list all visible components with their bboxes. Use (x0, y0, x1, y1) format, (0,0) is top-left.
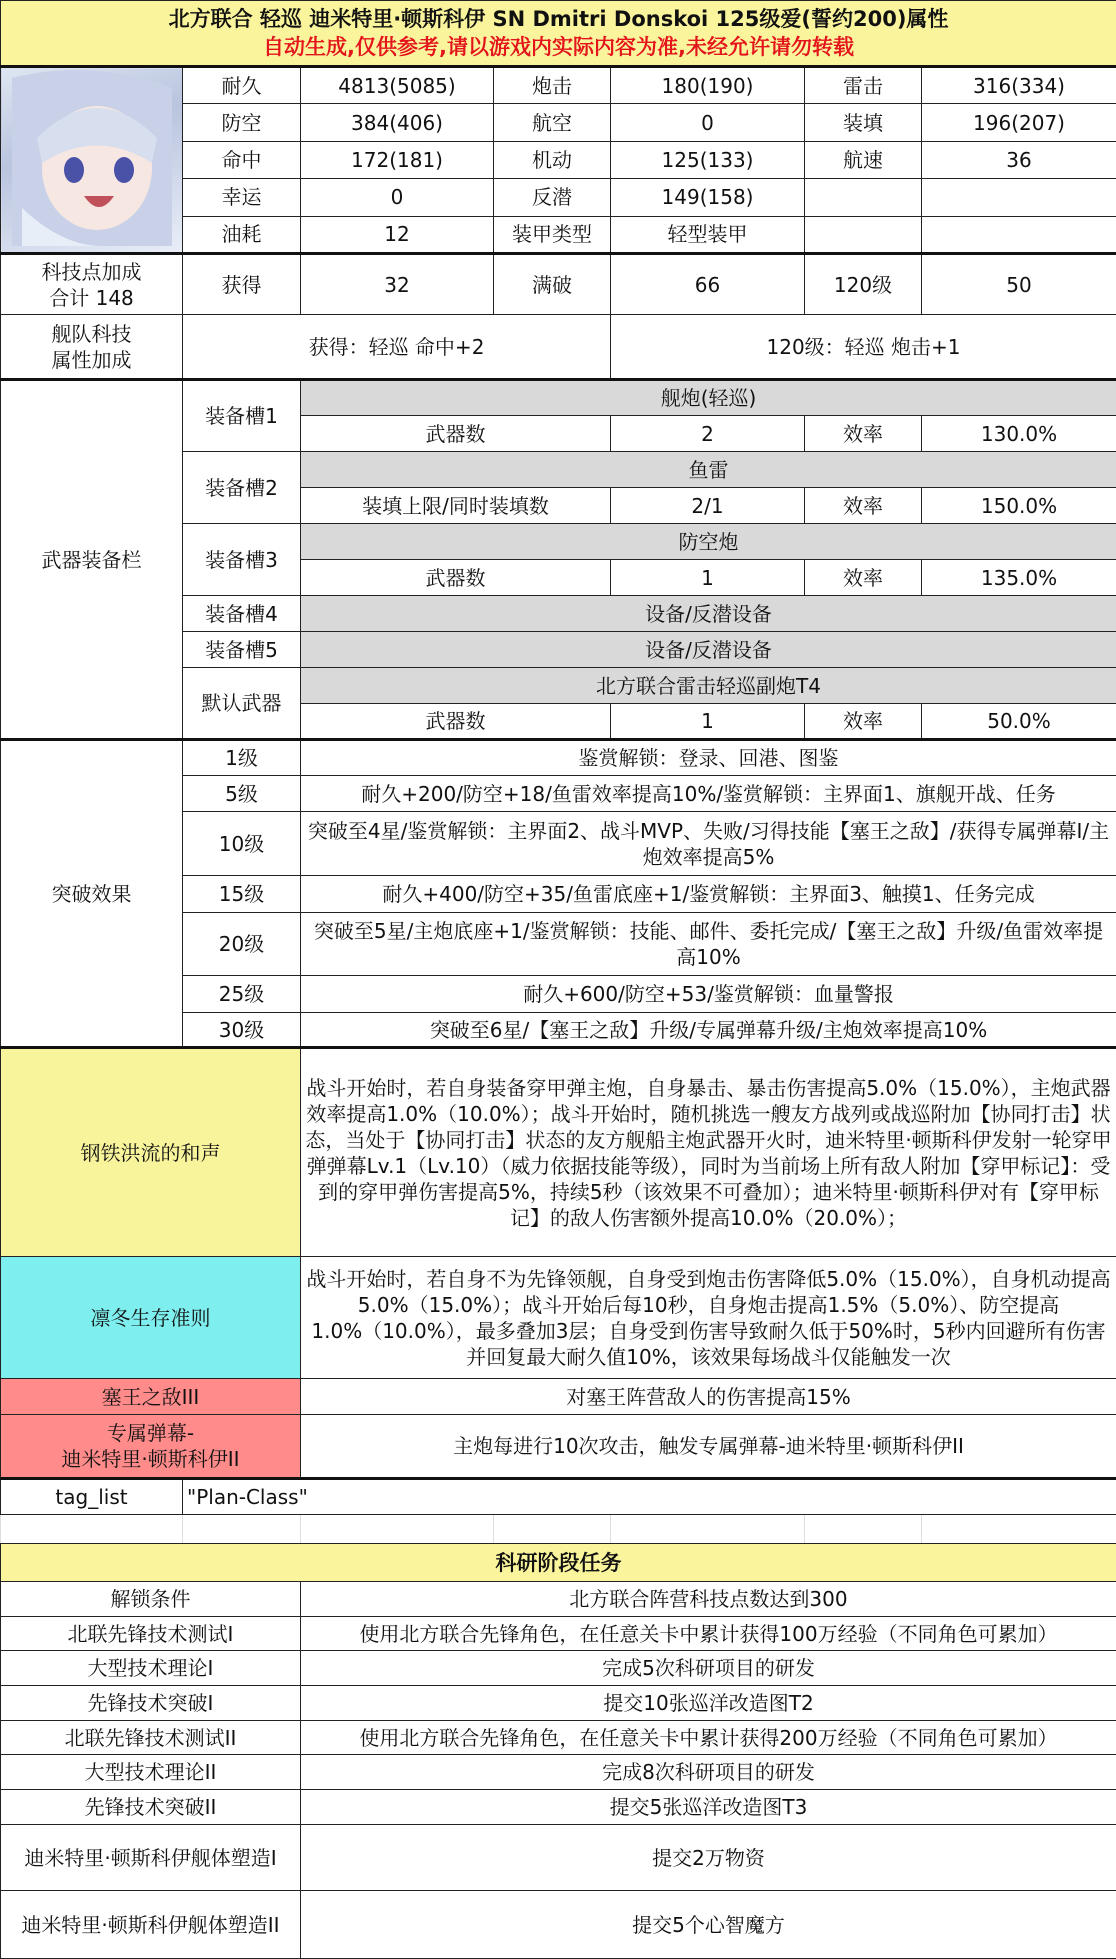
stat-label (805, 216, 922, 253)
breakthrough-level: 1级 (183, 740, 301, 776)
skill-name-line2: 迪米特里·顿斯科伊II (5, 1446, 296, 1472)
slot-type: 设备/反潜设备 (301, 596, 1116, 632)
tech-value: 32 (301, 254, 494, 315)
stat-value: 172(181) (301, 141, 494, 178)
empty-cell (183, 1515, 301, 1544)
skill-description: 战斗开始时，若自身装备穿甲弹主炮，自身暴击、暴击伤害提高5.0%（15.0%），主炮武器效率提高1.0%（10.0%）；战斗开始时，随机挑选一艘友方战列或战巡附加【协同打击】状态，当处于【协同打击】状态的友方舰船主炮武器开火时，迪米特里·顿斯科伊发射一轮穿甲弹弹幕Lv.1（Lv.10）（威力依据技能等级），同时为当前场上所有敌人附加【穿甲标记】：受到的穿甲弹伤害提高5%，持续5秒（该效果不可叠加）；迪米特里·顿斯科伊对有【穿甲标记】的敌人伤害额外提高10.0%（20.0%）； (301, 1048, 1116, 1257)
research-task-name: 大型技术理论I (1, 1651, 301, 1686)
tech-value: 50 (922, 254, 1116, 315)
eff-value: 150.0% (922, 488, 1116, 524)
stat-value: 36 (922, 141, 1116, 178)
count-label: 武器数 (301, 560, 611, 596)
skill-name: 钢铁洪流的和声 (1, 1048, 301, 1257)
research-task-text: 完成5次科研项目的研发 (301, 1651, 1116, 1686)
research-task-name: 北联先锋技术测试II (1, 1721, 301, 1755)
fleet-tech-lv120: 120级：轻巡 炮击+1 (611, 315, 1116, 380)
eff-label: 效率 (805, 560, 922, 596)
tech-value: 66 (611, 254, 805, 315)
stat-label: 装甲类型 (494, 216, 611, 253)
page-title: 北方联合 轻巡 迪米特里·顿斯科伊 SN Dmitri Donskoi 125级爱(誓约200)属性 (1, 5, 1116, 33)
research-task-text: 提交5个心智魔方 (301, 1891, 1116, 1959)
stat-label: 幸运 (183, 179, 301, 216)
stat-value: 0 (611, 104, 805, 141)
breakthrough-level: 5级 (183, 776, 301, 812)
slot-label: 装备槽2 (183, 452, 301, 524)
fleet-tech-label (1, 315, 183, 380)
breakthrough-level: 30级 (183, 1013, 301, 1048)
stat-value (922, 216, 1116, 253)
research-task-text: 完成8次科研项目的研发 (301, 1755, 1116, 1790)
research-task-name: 先锋技术突破II (1, 1790, 301, 1825)
breakthrough-text: 耐久+600/防空+53/鉴赏解锁：血量警报 (301, 976, 1116, 1013)
stat-value: 轻型装甲 (611, 216, 805, 253)
empty-cell (611, 1515, 805, 1544)
count-value: 1 (611, 560, 805, 596)
research-task-text: 北方联合阵营科技点数达到300 (301, 1582, 1116, 1617)
eff-value: 50.0% (922, 704, 1116, 740)
stat-label: 雷击 (805, 67, 922, 104)
breakthrough-text: 突破至4星/鉴赏解锁：主界面2、战斗MVP、失败/习得技能【塞王之敌】/获得专属弹幕I/主炮效率提高5% (301, 812, 1116, 876)
empty-cell (494, 1515, 611, 1544)
research-task-text: 使用北方联合先锋角色，在任意关卡中累计获得200万经验（不同角色可累加） (301, 1721, 1116, 1755)
breakthrough-text: 鉴赏解锁：登录、回港、图鉴 (301, 740, 1116, 776)
count-label: 武器数 (301, 704, 611, 740)
research-title: 科研阶段任务 (1, 1544, 1116, 1582)
research-task-name: 迪米特里·顿斯科伊舰体塑造I (1, 1825, 301, 1891)
skill-name: 凛冬生存准则 (1, 1257, 301, 1379)
breakthrough-text: 突破至6星/【塞王之敌】升级/专属弹幕升级/主炮效率提高10% (301, 1013, 1116, 1048)
slot-label: 装备槽5 (183, 632, 301, 668)
tech-label: 获得 (183, 254, 301, 315)
eff-value: 130.0% (922, 416, 1116, 452)
research-task-name: 迪米特里·顿斯科伊舰体塑造II (1, 1891, 301, 1959)
stat-label: 装填 (805, 104, 922, 141)
skill-name (1, 1415, 301, 1479)
stat-value: 12 (301, 216, 494, 253)
empty-cell (301, 1515, 494, 1544)
slot-label: 默认武器 (183, 668, 301, 740)
breakthrough-label: 突破效果 (1, 740, 183, 1048)
slot-type: 北方联合雷击轻巡副炮T4 (301, 668, 1116, 704)
tech-label: 120级 (805, 254, 922, 315)
breakthrough-text: 突破至5星/主炮底座+1/鉴赏解锁：技能、邮件、委托完成/【塞王之敌】升级/鱼雷效率提高10% (301, 913, 1116, 976)
slot-type: 防空炮 (301, 524, 1116, 560)
stat-label: 航速 (805, 141, 922, 178)
fleet-tech-label-line2: 属性加成 (5, 347, 178, 373)
stat-label (805, 179, 922, 216)
eff-label: 效率 (805, 488, 922, 524)
count-label: 武器数 (301, 416, 611, 452)
stat-value: 196(207) (922, 104, 1116, 141)
slot-type: 鱼雷 (301, 452, 1116, 488)
slot-label: 装备槽4 (183, 596, 301, 632)
empty-cell (1, 1515, 183, 1544)
empty-cell (805, 1515, 922, 1544)
stat-label: 命中 (183, 141, 301, 178)
breakthrough-text: 耐久+400/防空+35/鱼雷底座+1/鉴赏解锁：主界面3、触摸1、任务完成 (301, 876, 1116, 913)
eff-label: 效率 (805, 416, 922, 452)
fleet-tech-obtain: 获得：轻巡 命中+2 (183, 315, 611, 380)
disclaimer: 自动生成,仅供参考,请以游戏内实际内容为准,未经允许请勿转载 (1, 33, 1116, 61)
portrait-image (2, 68, 182, 246)
stat-value: 180(190) (611, 67, 805, 104)
stat-label: 航空 (494, 104, 611, 141)
header (1, 1, 1116, 67)
skill-name-line1: 专属弹幕- (5, 1420, 296, 1446)
breakthrough-level: 25级 (183, 976, 301, 1013)
stat-label: 机动 (494, 141, 611, 178)
stat-label: 耐久 (183, 67, 301, 104)
stat-value: 0 (301, 179, 494, 216)
stat-value (922, 179, 1116, 216)
research-task-name: 先锋技术突破I (1, 1686, 301, 1721)
weapons-label: 武器装备栏 (1, 380, 183, 740)
eff-label: 效率 (805, 704, 922, 740)
slot-label: 装备槽3 (183, 524, 301, 596)
stat-value: 4813(5085) (301, 67, 494, 104)
stat-value: 384(406) (301, 104, 494, 141)
count-value: 2/1 (611, 488, 805, 524)
slot-type: 舰炮(轻巡) (301, 380, 1116, 416)
tag-list-value: "Plan-Class" (183, 1479, 1116, 1515)
research-task-text: 提交5张巡洋改造图T3 (301, 1790, 1116, 1825)
count-value: 1 (611, 704, 805, 740)
count-value: 2 (611, 416, 805, 452)
breakthrough-level: 20级 (183, 913, 301, 976)
breakthrough-level: 15级 (183, 876, 301, 913)
stat-value: 316(334) (922, 67, 1116, 104)
skill-name: 塞王之敌III (1, 1379, 301, 1415)
stat-label: 反潜 (494, 179, 611, 216)
research-task-name: 解锁条件 (1, 1582, 301, 1617)
count-label: 装填上限/同时装填数 (301, 488, 611, 524)
research-task-name: 北联先锋技术测试I (1, 1617, 301, 1651)
research-task-text: 提交2万物资 (301, 1825, 1116, 1891)
empty-cell (922, 1515, 1116, 1544)
tech-points-label (1, 254, 183, 315)
tech-points-label-line1: 科技点加成 (5, 259, 178, 285)
skill-description: 主炮每进行10次攻击，触发专属弹幕-迪米特里·顿斯科伊II (301, 1415, 1116, 1479)
stat-label: 油耗 (183, 216, 301, 253)
research-task-name: 大型技术理论II (1, 1755, 301, 1790)
stat-value: 125(133) (611, 141, 805, 178)
ship-portrait (1, 67, 183, 254)
fleet-tech-label-line1: 舰队科技 (5, 321, 178, 347)
skill-description: 战斗开始时，若自身不为先锋领舰，自身受到炮击伤害降低5.0%（15.0%），自身机动提高5.0%（15.0%）；战斗开始后每10秒，自身炮击提高1.5%（5.0%）、防空提高1.0%（10.0%），最多叠加3层；自身受到伤害导致耐久低于50%时，5秒内回避所有伤害并回复最大耐久值10%，该效果每场战斗仅能触发一次 (301, 1257, 1116, 1379)
stat-label: 炮击 (494, 67, 611, 104)
tech-points-total: 合计 148 (5, 285, 178, 311)
stat-value: 149(158) (611, 179, 805, 216)
tech-label: 满破 (494, 254, 611, 315)
skill-description: 对塞王阵营敌人的伤害提高15% (301, 1379, 1116, 1415)
breakthrough-level: 10级 (183, 812, 301, 876)
tag-list-label: tag_list (1, 1479, 183, 1515)
research-task-text: 提交10张巡洋改造图T2 (301, 1686, 1116, 1721)
breakthrough-text: 耐久+200/防空+18/鱼雷效率提高10%/鉴赏解锁：主界面1、旗舰开战、任务 (301, 776, 1116, 812)
slot-label: 装备槽1 (183, 380, 301, 452)
stat-label: 防空 (183, 104, 301, 141)
research-task-text: 使用北方联合先锋角色，在任意关卡中累计获得100万经验（不同角色可累加） (301, 1617, 1116, 1651)
slot-type: 设备/反潜设备 (301, 632, 1116, 668)
eff-value: 135.0% (922, 560, 1116, 596)
